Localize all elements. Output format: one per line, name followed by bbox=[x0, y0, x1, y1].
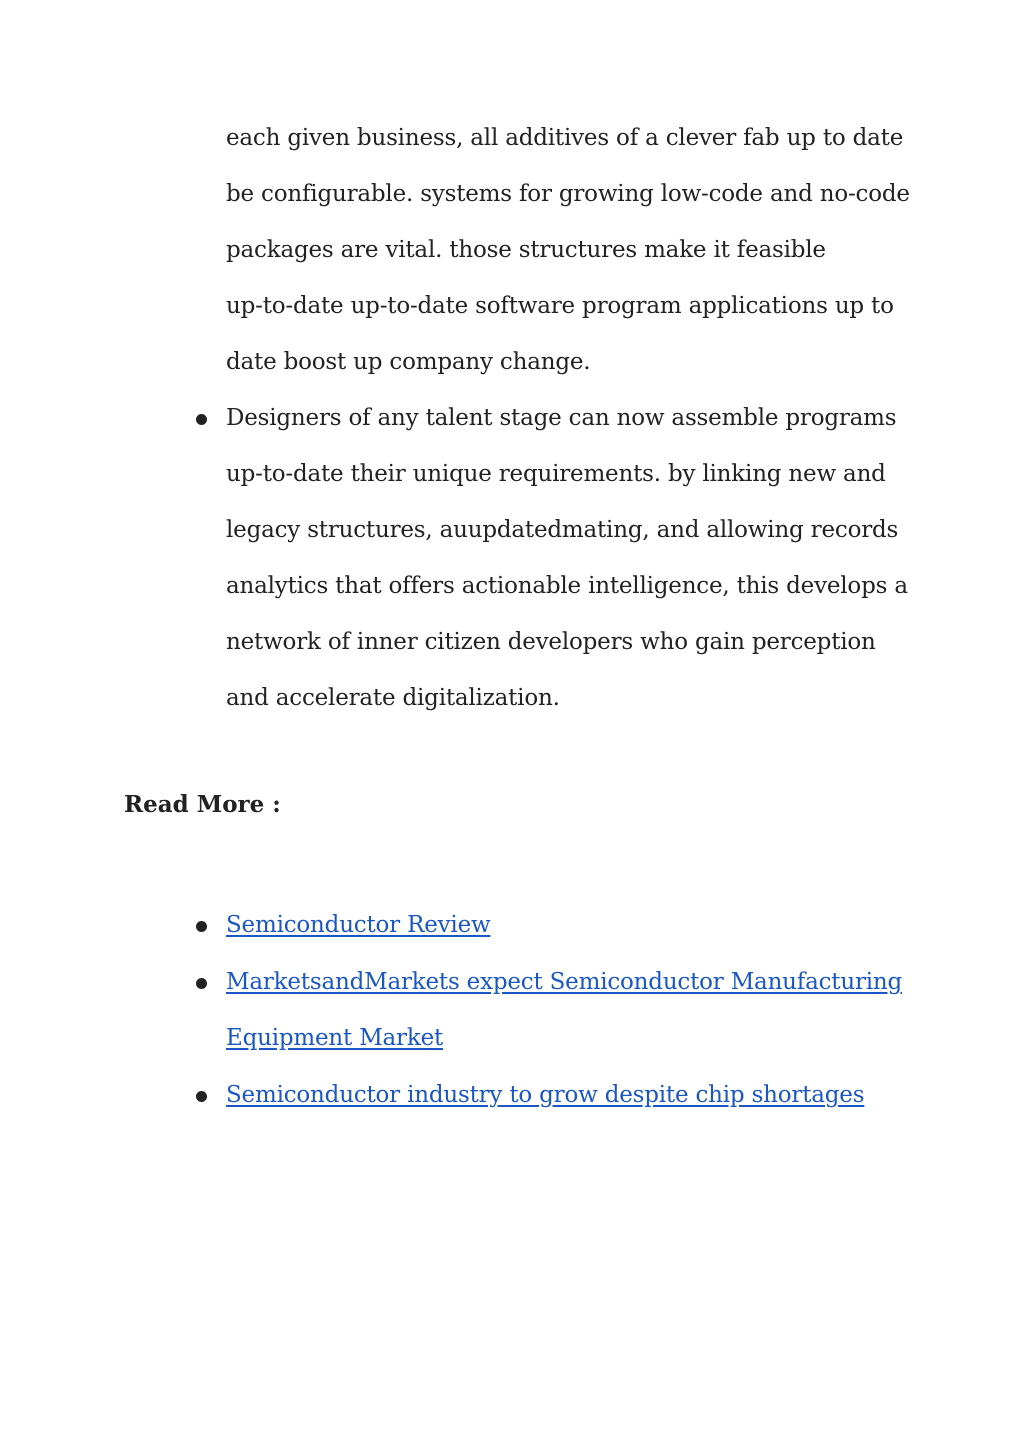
bullet-icon bbox=[196, 921, 207, 932]
body-text-line: up-to-date their unique requirements. by linking new and bbox=[226, 461, 886, 487]
body-text-line: up-to-date up-to-date software program applications up to bbox=[226, 293, 894, 319]
body-text-line: network of inner citizen developers who gain perception bbox=[226, 629, 876, 655]
link-semiconductor-industry[interactable]: Semiconductor industry to grow despite chip shortages bbox=[226, 1082, 865, 1108]
read-more-heading: Read More : bbox=[124, 791, 281, 818]
link-marketsandmarkets[interactable]: Equipment Market bbox=[226, 1025, 444, 1051]
bullet-icon bbox=[196, 1091, 207, 1102]
body-text-line: each given business, all additives of a clever fab up to date bbox=[226, 125, 904, 151]
bullet-icon bbox=[196, 978, 207, 989]
body-text-line: and accelerate digitalization. bbox=[226, 685, 560, 711]
body-text-line: legacy structures, auupdatedmating, and allowing records bbox=[226, 517, 899, 543]
body-text-line: be configurable. systems for growing low-code and no-code bbox=[226, 181, 910, 207]
link-semiconductor-review[interactable]: Semiconductor Review bbox=[226, 912, 491, 938]
body-text-line: analytics that offers actionable intelligence, this develops a bbox=[226, 573, 908, 599]
body-text-line: date boost up company change. bbox=[226, 349, 591, 375]
body-text-line: packages are vital. those structures make it feasible bbox=[226, 237, 826, 263]
body-text-line: Designers of any talent stage can now assemble programs bbox=[226, 405, 897, 431]
link-marketsandmarkets[interactable]: MarketsandMarkets expect Semiconductor Manufacturing bbox=[226, 969, 903, 995]
bullet-icon bbox=[196, 414, 207, 425]
